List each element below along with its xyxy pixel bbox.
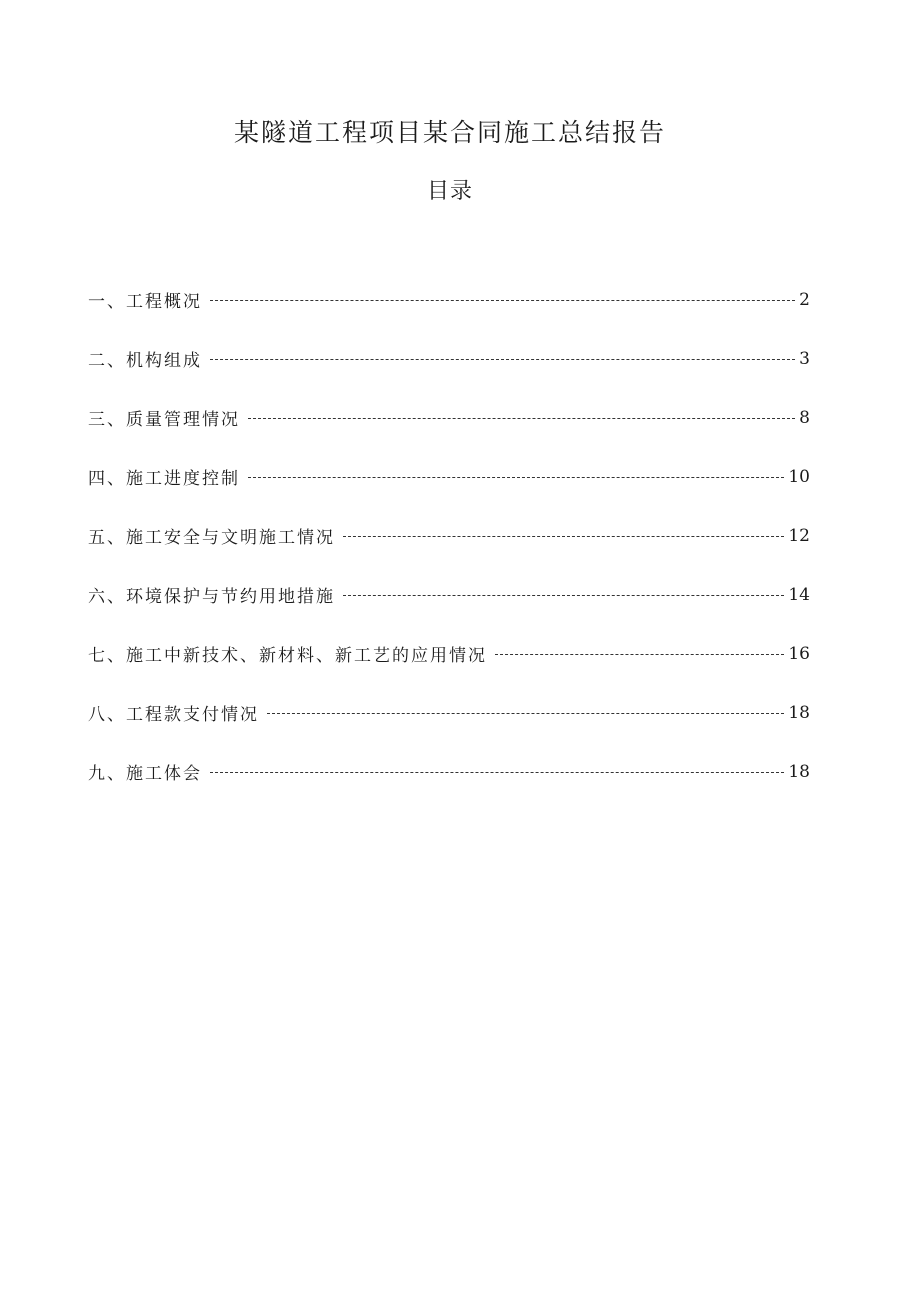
toc-entry-3[interactable] [88, 388, 810, 447]
toc-entry-label: 三、质量管理情况 [88, 410, 240, 430]
toc-entry-5[interactable] [88, 506, 810, 565]
toc-dot-leader [495, 654, 784, 655]
toc-dot-leader [248, 418, 795, 419]
toc-entry-1[interactable] [88, 270, 810, 329]
toc-entry-label: 八、工程款支付情况 [88, 705, 259, 725]
toc-entry-page: 18 [788, 761, 810, 782]
toc-entry-label: 九、施工体会 [88, 764, 202, 784]
toc-entry-page: 14 [788, 584, 810, 605]
toc-dot-leader [343, 595, 784, 596]
toc-entry-2[interactable] [88, 329, 810, 388]
toc-dot-leader [267, 713, 784, 714]
toc-entry-label: 五、施工安全与文明施工情况 [88, 528, 335, 548]
toc-dot-leader [210, 359, 795, 360]
toc-entry-8[interactable] [88, 683, 810, 742]
toc-dot-leader [210, 300, 795, 301]
toc-entry-label: 四、施工进度控制 [88, 469, 240, 489]
toc-entry-label: 六、环境保护与节约用地措施 [88, 587, 335, 607]
toc-dot-leader [210, 772, 784, 773]
document-title: 某隧道工程项目某合同施工总结报告 [233, 118, 666, 147]
toc-entry-7[interactable] [88, 624, 810, 683]
toc-entry-page: 2 [799, 289, 810, 310]
toc-dot-leader [343, 536, 784, 537]
toc-heading: 目录 [426, 179, 473, 204]
toc-entry-label: 二、机构组成 [88, 351, 202, 371]
toc-dot-leader [248, 477, 784, 478]
toc-entry-label: 七、施工中新技术、新材料、新工艺的应用情况 [88, 646, 487, 666]
toc-entry-page: 10 [788, 466, 810, 487]
toc-entry-page: 8 [799, 407, 810, 428]
toc-entry-label: 一、工程概况 [88, 292, 202, 312]
toc-entry-page: 18 [788, 702, 810, 723]
toc-entry-page: 16 [788, 643, 810, 664]
table-of-contents [88, 270, 810, 801]
toc-entry-page: 12 [788, 525, 810, 546]
toc-entry-4[interactable] [88, 447, 810, 506]
toc-entry-page: 3 [799, 348, 810, 369]
toc-entry-6[interactable] [88, 565, 810, 624]
toc-entry-9[interactable] [88, 742, 810, 801]
